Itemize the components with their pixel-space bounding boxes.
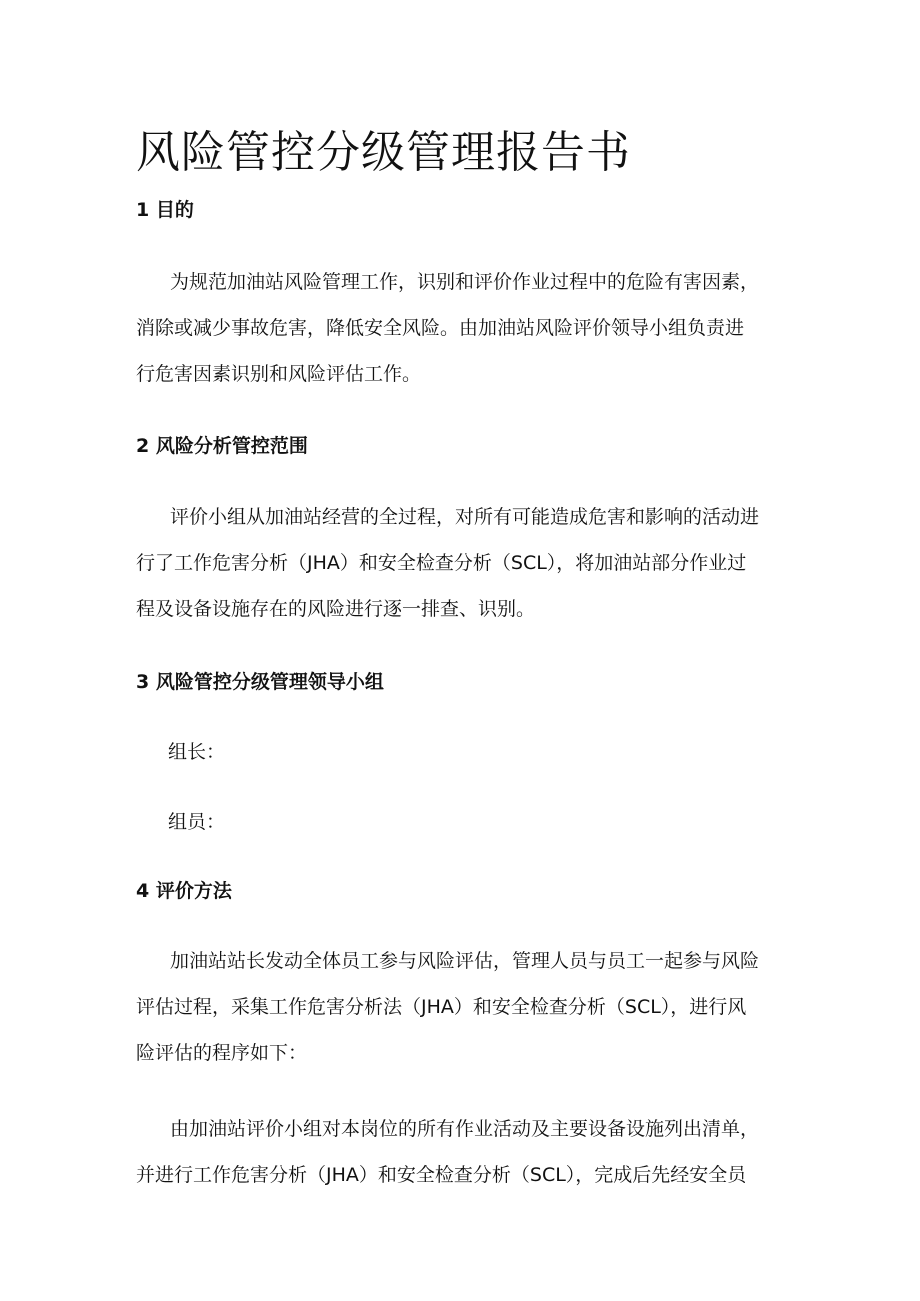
paragraph-line: 为规范加油站风险管理工作，识别和评价作业过程中的危险有害因素， <box>170 271 760 293</box>
paragraph-line: 行危害因素识别和风险评估工作。 <box>136 363 422 385</box>
paragraph-line: 评价小组从加油站经营的全过程，对所有可能造成危害和影响的活动进 <box>170 506 760 528</box>
page-title: 风险管控分级管理报告书 <box>136 127 631 178</box>
paragraph-line: 加油站站长发动全体员工参与风险评估，管理人员与员工一起参与风险 <box>170 950 760 972</box>
paragraph-line: 评估过程，采集工作危害分析法（JHA）和安全检查分析（SCL），进行风 <box>136 996 747 1018</box>
section-heading-leadership-group: 3 风险管控分级管理领导小组 <box>136 671 384 693</box>
paragraph-line: 险评估的程序如下： <box>136 1042 308 1064</box>
paragraph-scope <box>136 494 796 632</box>
paragraph-line: 程及设备设施存在的风险进行逐一排查、识别。 <box>136 598 536 620</box>
section-heading-purpose: 1 目的 <box>136 199 194 221</box>
section-heading-evaluation-method: 4 评价方法 <box>136 880 232 902</box>
paragraph-line: 由加油站评价小组对本岗位的所有作业活动及主要设备设施列出清单， <box>170 1118 760 1140</box>
paragraph-line: 并进行工作危害分析（JHA）和安全检查分析（SCL），完成后先经安全员 <box>136 1164 747 1186</box>
paragraph-line: 行了工作危害分析（JHA）和安全检查分析（SCL），将加油站部分作业过 <box>136 552 747 574</box>
paragraph-evaluation-method <box>136 938 796 1076</box>
paragraph-line: 消除或减少事故危害，降低安全风险。由加油站风险评价领导小组负责进 <box>136 317 745 339</box>
group-leader-label: 组长： <box>168 741 226 763</box>
paragraph-purpose <box>136 259 796 397</box>
group-member-label: 组员： <box>168 811 226 833</box>
paragraph-evaluation-procedure <box>136 1106 796 1198</box>
section-heading-scope: 2 风险分析管控范围 <box>136 435 308 457</box>
